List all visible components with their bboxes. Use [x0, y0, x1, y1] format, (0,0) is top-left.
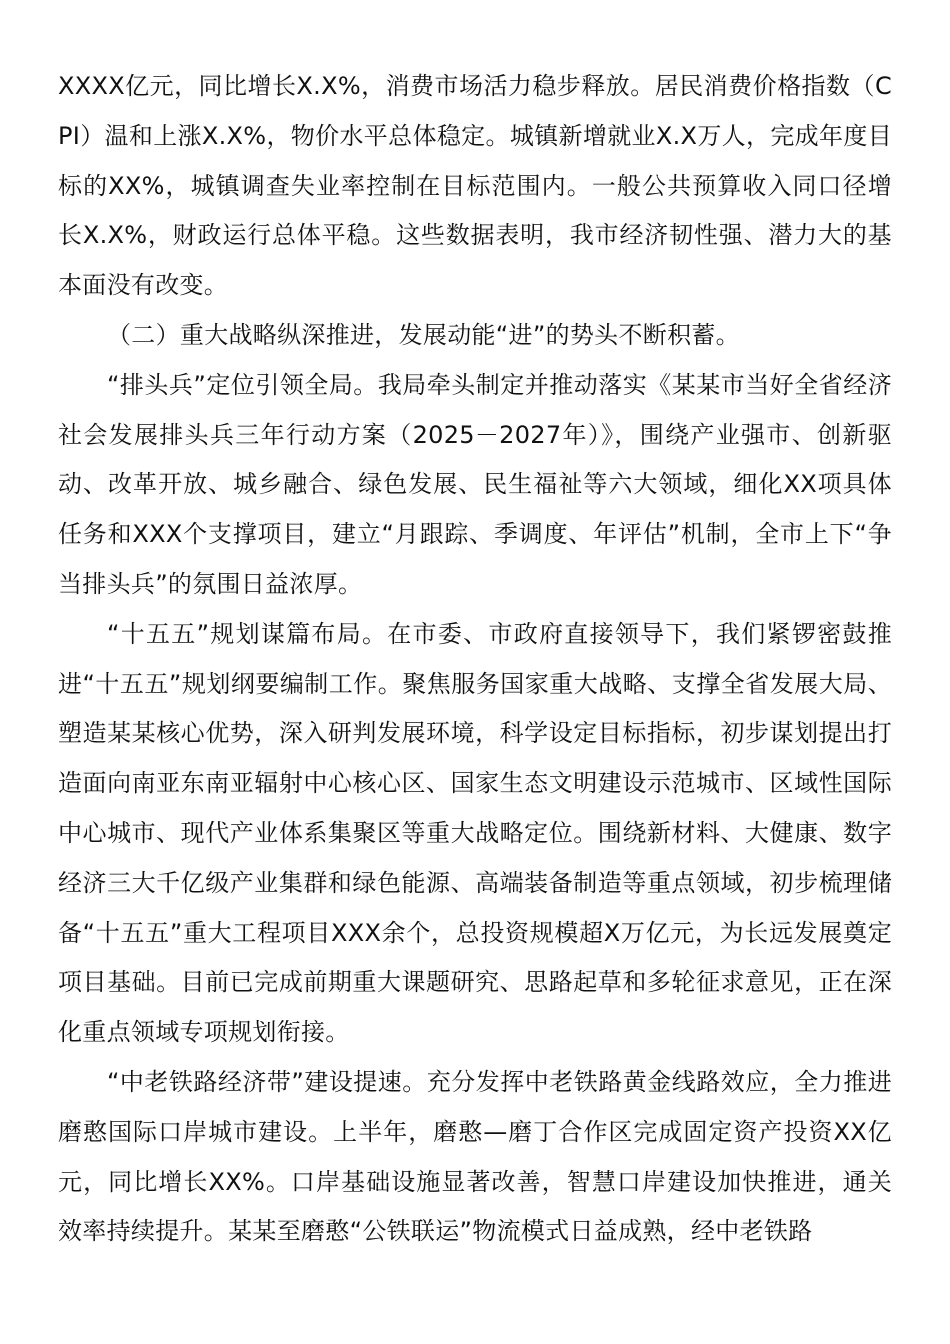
paragraph-economy-data: XXXX亿元，同比增长X.X%，消费市场活力稳步释放。居民消费价格指数（CPI）温和上涨X.X%，物价水平总体稳定。城镇新增就业X.X万人，完成年度目标的XX%，城镇调查失业率控制在目标范围内。一般公共预算收入同口径增长X.X%，财政运行总体平稳。这些数据表明，我市经济韧性强、潜力大的基本面没有改变。 — [58, 72, 892, 300]
document-page — [58, 62, 892, 1257]
section-heading: （二）重大战略纵深推进，发展动能“进”的势头不断积蓄。 — [107, 320, 740, 349]
paragraph-15th-five-year-plan: “十五五”规划谋篇布局。在市委、市政府直接领导下，我们紧锣密鼓推进“十五五”规划纲要编制工作。聚焦服务国家重大战略、支撑全省发展大局、塑造某某核心优势，深入研判发展环境，科学设定目标指标，初步谋划提出打造面向南亚东南亚辐射中心核心区、国家生态文明建设示范城市、区域性国际中心城市、现代产业体系集聚区等重大战略定位。围绕新材料、大健康、数字经济三大千亿级产业集群和绿色能源、高端装备制造等重点领域，初步梳理储备“十五五”重大工程项目XXX余个，总投资规模超X万亿元，为长远发展奠定项目基础。目前已完成前期重大课题研究、思路起草和多轮征求意见，正在深化重点领域专项规划衔接。 — [58, 619, 892, 1047]
paragraph-china-laos-railway: “中老铁路经济带”建设提速。充分发挥中老铁路黄金线路效应，全力推进磨憨国际口岸城市建设。上半年，磨憨—磨丁合作区完成固定资产投资XX亿元，同比增长XX%。口岸基础设施显著改善，智慧口岸建设加快推进，通关效率持续提升。某某至磨憨“公铁联运”物流模式日益成熟，经中老铁路 — [58, 1067, 892, 1246]
paragraph-vanguard: “排头兵”定位引领全局。我局牵头制定并推动落实《某某市当好全省经济社会发展排头兵三年行动方案（2025－2027年）》，围绕产业强市、创新驱动、改革开放、城乡融合、绿色发展、民生福祉等六大领域，细化XX项具体任务和XXX个支撑项目，建立“月跟踪、季调度、年评估”机制，全市上下“争当排头兵”的氛围日益浓厚。 — [58, 370, 892, 598]
